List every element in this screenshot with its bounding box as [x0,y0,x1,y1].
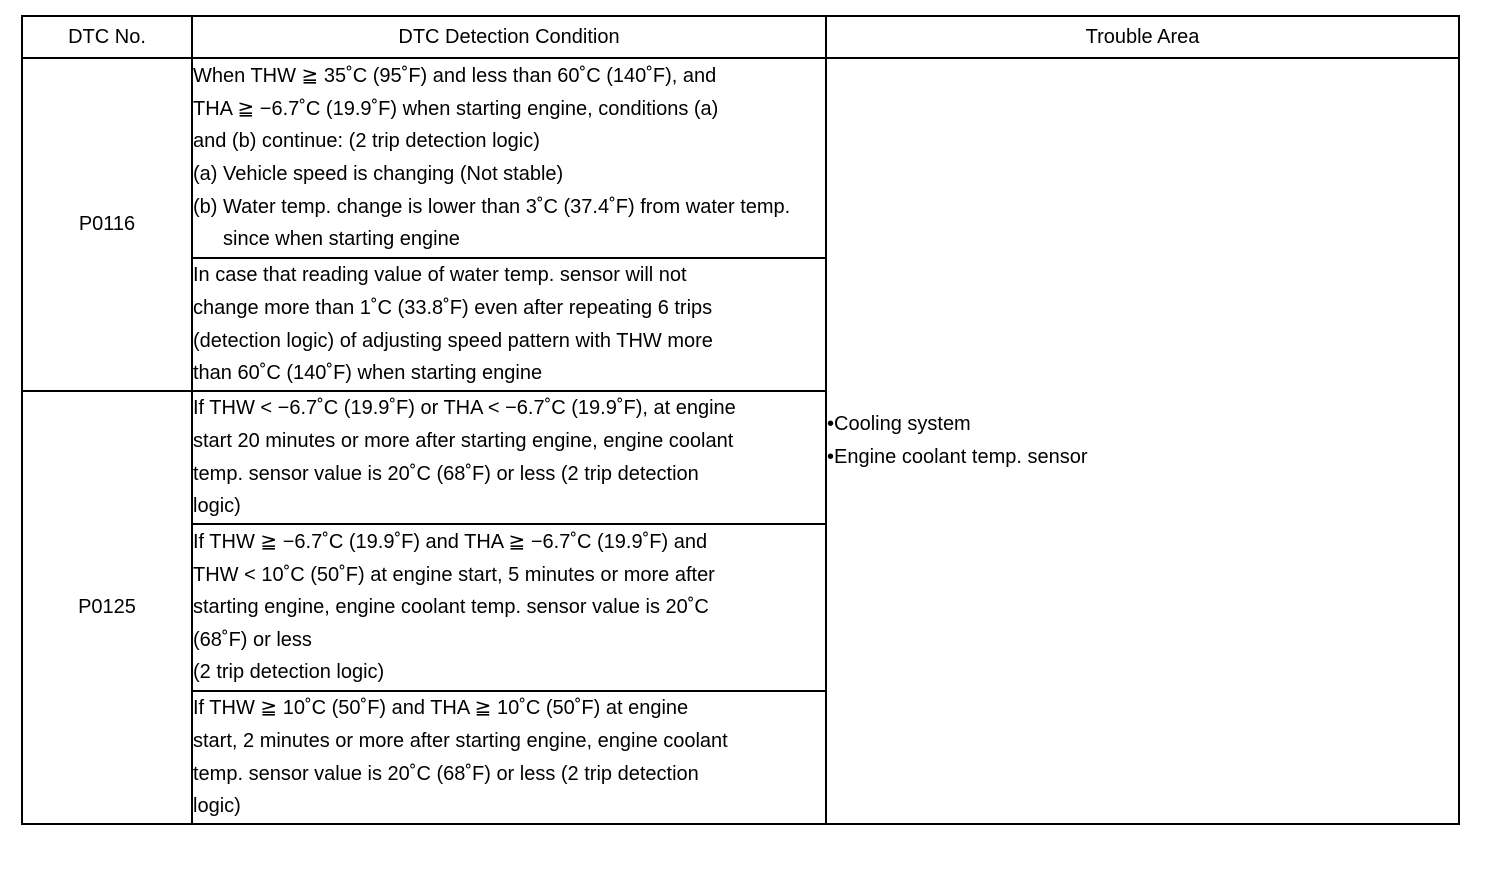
condition-line: If THW < −6.7˚C (19.9˚F) or THA < −6.7˚C (19.9˚F), at engine [193,397,736,420]
header-dtc-no: DTC No. [22,16,192,58]
trouble-area-item: •Cooling system [827,413,971,436]
condition-line: (a) Vehicle speed is changing (Not stable) [193,163,564,185]
header-condition: DTC Detection Condition [192,16,826,58]
condition-cell [192,258,826,391]
condition-line: start 20 minutes or more after starting engine, engine coolant [193,429,734,452]
condition-line: temp. sensor value is 20˚C (68˚F) or less (2 trip detection [193,462,699,485]
condition-cell [192,524,826,691]
condition-line: (detection logic) of adjusting speed pattern with THW more [193,329,713,352]
dtc-table [21,15,1460,825]
condition-line: When THW ≧ 35˚C (95˚F) and less than 60˚C (140˚F), and [193,65,717,88]
condition-cell [192,691,826,824]
condition-line: starting engine, engine coolant temp. sensor value is 20˚C [193,596,709,619]
dtc-code-p0116: P0116 [22,58,192,391]
condition-line: temp. sensor value is 20˚C (68˚F) or less (2 trip detection [193,762,699,785]
condition-line: (68˚F) or less [193,628,312,651]
condition-line: (b) Water temp. change is lower than 3˚C (37.4˚F) from water temp. since when starting engine [193,195,791,251]
condition-line: start, 2 minutes or more after starting engine, engine coolant [193,729,728,752]
condition-line: In case that reading value of water temp. sensor will not [193,264,687,287]
condition-line: than 60˚C (140˚F) when starting engine [193,362,543,385]
condition-cell [192,391,826,524]
table-row [22,58,1459,258]
condition-line: logic) [193,495,241,518]
condition-line: THW < 10˚C (50˚F) at engine start, 5 minutes or more after [193,563,715,586]
dtc-code-p0125: P0125 [22,391,192,824]
condition-line: and (b) continue: (2 trip detection logic) [193,130,540,153]
header-trouble-area: Trouble Area [826,16,1459,58]
trouble-area-item: •Engine coolant temp. sensor [827,446,1088,468]
condition-line: If THW ≧ 10˚C (50˚F) and THA ≧ 10˚C (50˚F) at engine [193,697,689,720]
trouble-area-cell [826,58,1459,824]
condition-cell [192,58,826,258]
condition-line: If THW ≧ −6.7˚C (19.9˚F) and THA ≧ −6.7˚C (19.9˚F) and [193,531,708,554]
condition-line: THA ≧ −6.7˚C (19.9˚F) when starting engine, conditions (a) [193,97,719,120]
header-row [22,16,1459,58]
condition-line: change more than 1˚C (33.8˚F) even after repeating 6 trips [193,296,713,319]
condition-line: logic) [193,795,241,818]
condition-line: (2 trip detection logic) [193,661,385,684]
